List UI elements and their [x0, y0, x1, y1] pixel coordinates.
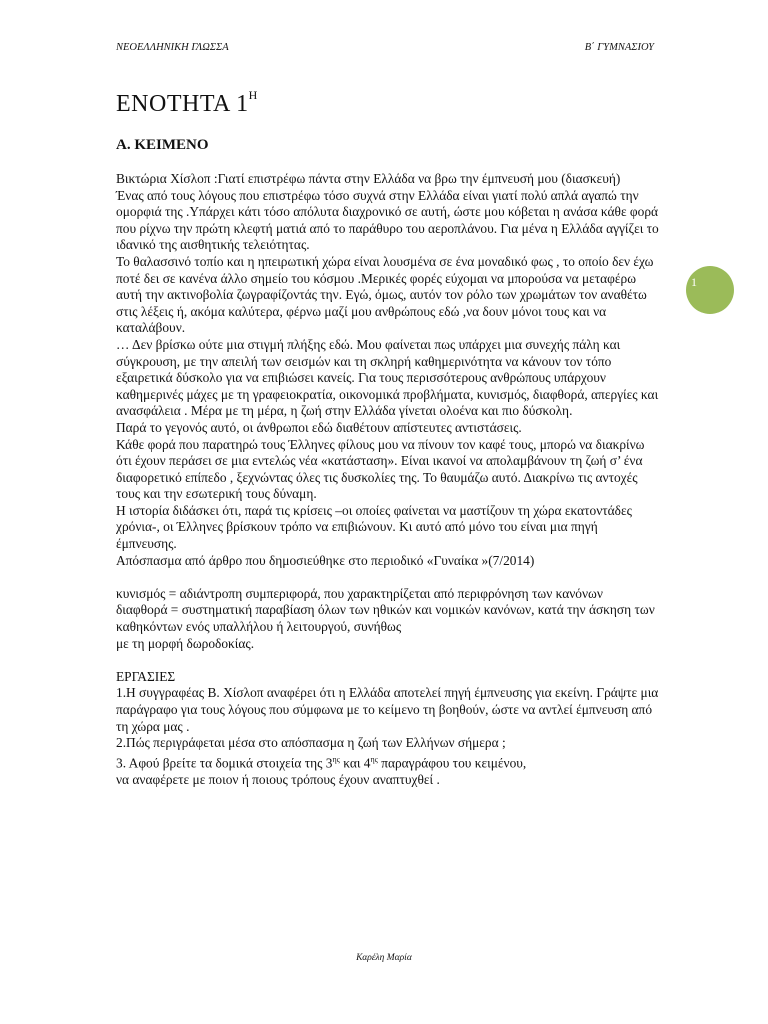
page-number-badge — [686, 266, 734, 314]
header-subject: ΝΕΟΕΛΛΗΝΙΚΗ ΓΛΩΣΣΑ — [116, 42, 229, 53]
ordinal-sup: ης — [332, 754, 340, 764]
task-text: 3. Αφού βρείτε τα δομικά στοιχεία της 3 — [116, 755, 333, 771]
task-item: 2.Πώς περιγράφεται μέσα στο απόσπασμα η ζωή των Ελλήνων σήμερα ; — [116, 735, 506, 751]
page-title-sup: Η — [248, 88, 258, 102]
task-text: παραγράφου του κειμένου, — [377, 755, 527, 771]
page-title — [116, 88, 258, 118]
paragraph: Ένας από τους λόγους που επιστρέφω τόσο συχνά στην Ελλάδα είναι γιατί πολύ απλά αγαπώ την ομορφιά της .Υπάρχει κάτι τόσο απόλυτα διαχρονικό σε αυτή, ώστε μου κόβεται η ανάσα κάθε φορά που ρίχνω την πρώτη κλεφτή ματιά από το παράθυρο του αεροπλάνου. Για μένα η Ελλάδα αγγίζει το ιδανικό της αισθητικής τελειότητας. — [116, 187, 659, 253]
spacer — [116, 652, 661, 669]
glossary-entry: με τη μορφή δωροδοκίας. — [116, 635, 255, 651]
task-item: να αναφέρετε με ποιον ή ποιους τρόπους έχουν αναπτυχθεί . — [116, 771, 440, 787]
glossary-entry: κυνισμός = αδιάντροπη συμπεριφορά, που χαρακτηρίζεται από περιφρόνηση των κανόνων — [116, 585, 603, 601]
article-title: Βικτώρια Χίσλοπ :Γιατί επιστρέφω πάντα στην Ελλάδα να βρω την έμπνευσή μου (διασκευή) — [116, 171, 621, 186]
paragraph: … Δεν βρίσκω ούτε μια στιγμή πλήξης εδώ. Μου φαίνεται πως υπάρχει μια συνεχής πάλη και σύγκρουση, με την απειλή των σεισμών και τη σκληρή καθημερινότητα να κάνουν τον τόπο εξαιρετικά δύσκολο για να επιβιώσει κανείς. Για τους περισσότερους ανθρώπους υπάρχουν καθημερινές μάχες με τη γραφειοκρατία, οικονομικά προβλήματα, κυνισμός, διαφθορά, απεργίες και ανασφάλεια . Μέρα με τη μέρα, η ζωή στην Ελλάδα γίνεται ολοένα και πιο δύσκολη. — [116, 336, 659, 419]
tasks-heading: ΕΡΓΑΣΙΕΣ — [116, 668, 176, 684]
spacer — [116, 569, 661, 586]
ordinal-sup: ης — [370, 754, 378, 764]
source-note: Απόσπασμα από άρθρο που δημοσιεύθηκε στο περιοδικό «Γυναίκα »(7/2014) — [116, 552, 535, 568]
paragraph: Η ιστορία διδάσκει ότι, παρά τις κρίσεις –οι οποίες φαίνεται να μαστίζουν τη χώρα εκατοντάδες χρόνια-, οι Έλληνες βρίσκουν τρόπο να επιβιώνουν. Κι αυτό από μόνο του είναι μια πηγή έμπνευσης. — [116, 502, 632, 552]
task-text: και 4 — [339, 755, 371, 771]
task-item: 1.Η συγγραφέας Β. Χίσλοπ αναφέρει ότι η Ελλάδα αποτελεί πηγή έμπνευσης για εκείνη. Γράψτε μια παράγραφο για τους λόγους που σύμφωνα με το κείμενο τη βοηθούν, ώστε να αντλεί έμπνευση από τη χώρα μας . — [116, 685, 659, 734]
paragraph: Παρά το γεγονός αυτό, οι άνθρωποι εδώ διαθέτουν απίστευτες αντιστάσεις. — [116, 419, 522, 435]
paragraph: Το θαλασσινό τοπίο και η ηπειρωτική χώρα είναι λουσμένα σε ένα μοναδικό φως , το οποίο δεν έχω ποτέ δει σε κανένα άλλο σημείο του κόσμου .Μερικές φορές εύχομαι να μπορούσα να μεταφέρω αυτή την ακτινοβολία ζωγραφίζοντάς την. Εγώ, όμως, αυτόν τον ρόλο των χρωμάτων τον αναθέτω στις λέξεις ή, ακόμα καλύτερα, φέρνω μαζί μου ανθρώπους εδώ ,να δουν μόνοι τους και να καταλάβουν. — [116, 253, 654, 336]
document-body — [116, 171, 661, 788]
glossary-entry: διαφθορά = συστηματική παραβίαση όλων των ηθικών και νομικών κανόνων, κατά την άσκηση των καθηκόντων ενός υπαλλήλου ή λειτουργού, συνήθως — [116, 602, 655, 635]
section-heading: Α. ΚΕΙΜΕΝΟ — [116, 137, 209, 153]
page-number: 1 — [691, 275, 697, 289]
header-grade: Β΄ ΓΥΜΝΑΣΙΟΥ — [584, 42, 654, 53]
footer-author: Καρέλη Μαρία — [356, 953, 412, 963]
task-item — [116, 752, 661, 772]
page-title-text: ΕΝΟΤΗΤΑ 1 — [116, 91, 249, 117]
paragraph: Κάθε φορά που παρατηρώ τους Έλληνες φίλους μου να πίνουν τον καφέ τους, μπορώ να διακρίνω ότι έχουν περάσει σε μια εντελώς νέα «κατάσταση». Είναι ικανοί να απολαμβάνουν τη ζωή σ’ ένα διαφορετικό επίπεδο , ξεχνώντας όλες τις δυσκολίες της. Το θαυμάζω αυτό. Διακρίνω τις αντοχές τους και την εσωτερική τους δύναμη. — [116, 436, 645, 502]
